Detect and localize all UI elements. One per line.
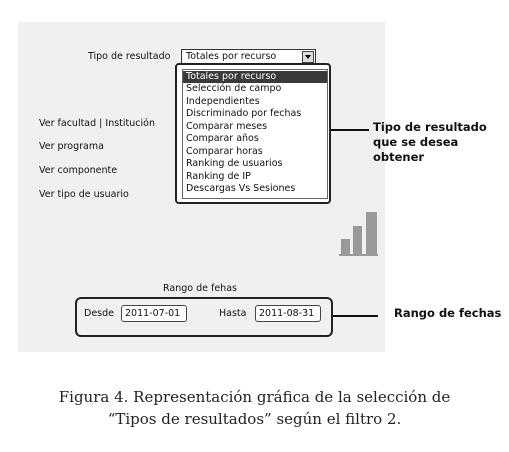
bar-chart-icon-bar-1 xyxy=(341,239,350,254)
bar-chart-icon-bar-2 xyxy=(353,226,362,254)
figure-caption-line-2: “Tipos de resultados” según el filtro 2. xyxy=(107,410,402,428)
callout-line-date-range xyxy=(333,315,378,317)
result-type-selected: Totales por recurso xyxy=(186,51,277,62)
option-independientes[interactable]: Independientes xyxy=(186,95,260,107)
from-date-input[interactable]: 2011-07-01 xyxy=(121,305,187,322)
callout-line-result-type xyxy=(331,129,369,131)
chevron-down-icon[interactable] xyxy=(302,51,314,63)
option-descargas-vs-sesiones[interactable]: Descargas Vs Sesiones xyxy=(186,183,296,194)
option-ranking-de-ip[interactable]: Ranking de IP xyxy=(186,170,251,182)
to-date-input[interactable]: 2011-08-31 xyxy=(255,305,321,322)
option-comparar-anos[interactable]: Comparar años xyxy=(186,133,259,144)
callout-result-type: Tipo de resultado que se desea obtener xyxy=(373,120,487,164)
to-label: Hasta xyxy=(219,308,247,319)
link-ver-tipo-de-usuario[interactable]: Ver tipo de usuario xyxy=(39,189,129,200)
option-comparar-meses[interactable]: Comparar meses xyxy=(186,120,268,132)
result-type-label: Tipo de resultado xyxy=(88,51,171,62)
option-discriminado-por-fechas[interactable]: Discriminado por fechas xyxy=(186,108,302,119)
link-ver-facultad[interactable]: Ver facultad | Institución xyxy=(39,118,155,129)
figure-caption-line-1: Figura 4. Representación gráfica de la selección de xyxy=(58,388,451,406)
from-label: Desde xyxy=(84,308,114,319)
callout-date-range: Rango de fechas xyxy=(394,306,502,320)
result-type-dropdown xyxy=(175,63,331,204)
option-totales-por-recurso[interactable]: Totales por recurso xyxy=(183,71,327,83)
bar-chart-icon-baseline xyxy=(339,254,378,256)
option-seleccion-de-campo[interactable]: Selección de campo xyxy=(186,83,282,94)
option-ranking-de-usuarios[interactable]: Ranking de usuarios xyxy=(186,158,283,169)
link-ver-componente[interactable]: Ver componente xyxy=(39,165,118,176)
option-comparar-horas[interactable]: Comparar horas xyxy=(186,145,263,157)
result-type-options xyxy=(182,69,328,199)
date-range-title: Rango de fehas xyxy=(163,283,237,294)
link-ver-programa[interactable]: Ver programa xyxy=(39,141,104,152)
bar-chart-icon-bar-3 xyxy=(366,212,377,254)
